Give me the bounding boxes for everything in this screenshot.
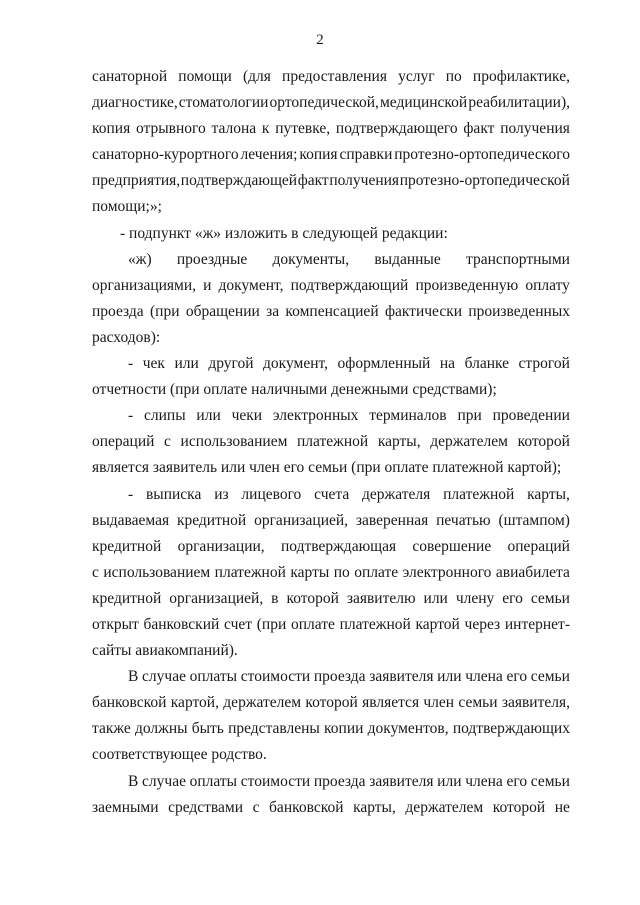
paragraph xyxy=(92,769,570,821)
text-line: отчетности (при оплате наличными денежными средствами); xyxy=(92,381,497,399)
text-line: «ж) проездные документы, выданные транспортными xyxy=(128,250,570,268)
text-line: проезда (при обращении за компенсацией фактически произведенных xyxy=(92,302,570,320)
text-line: соответствующее родство. xyxy=(92,746,267,764)
text-line: организациями, и документ, подтверждающий произведенную оплату xyxy=(92,276,570,294)
page-number: 2 xyxy=(316,32,324,48)
text-line: также должны быть представлены копии документов, подтверждающих xyxy=(92,720,570,738)
paragraph xyxy=(92,351,570,403)
paragraph xyxy=(92,221,570,247)
text-line: санаторно-курортного лечения; копия справки протезно-ортопедического xyxy=(92,146,570,164)
text-line: выдаваемая кредитной организацией, заверенная печатью (штампом) xyxy=(92,511,570,529)
paragraph xyxy=(92,403,570,481)
text-line: заемными средствами с банковской карты, держателем которой не xyxy=(92,798,570,816)
text-line: открыт банковский счет (при оплате платежной картой через интернет- xyxy=(92,615,570,633)
document-body xyxy=(92,64,570,821)
text-line: - выписка из лицевого счета держателя платежной карты, xyxy=(128,485,570,503)
text-line: В случае оплаты стоимости проезда заявителя или члена его семьи xyxy=(128,772,570,790)
text-line: - подпункт «ж» изложить в следующей редакции: xyxy=(120,224,448,242)
text-line: расходов): xyxy=(92,328,161,346)
text-line: диагностике, стоматологии ортопедической, медицинской реабилитации), xyxy=(92,94,570,112)
text-line: банковской картой, держателем которой является член семьи заявителя, xyxy=(92,694,570,712)
text-line: - чек или другой документ, оформленный на бланке строгой xyxy=(128,355,570,373)
text-line: сайты авиакомпаний). xyxy=(92,642,238,660)
paragraph xyxy=(92,247,570,351)
paragraph xyxy=(92,482,570,665)
text-line: кредитной организации, подтверждающая совершение операций xyxy=(92,537,570,555)
text-line: В случае оплаты стоимости проезда заявителя или члена его семьи xyxy=(128,668,570,686)
text-line: предприятия, подтверждающей факт получения протезно-ортопедической xyxy=(92,172,570,190)
paragraph xyxy=(92,664,570,768)
text-line: операций с использованием платежной карты, держателем которой xyxy=(92,433,570,451)
paragraph xyxy=(92,64,570,221)
text-line: является заявитель или член его семьи (при оплате платежной картой); xyxy=(92,459,562,477)
text-line: с использованием платежной карты по оплате электронного авиабилета xyxy=(92,563,570,581)
text-line: санаторной помощи (для предоставления услуг по профилактике, xyxy=(92,68,570,85)
text-line: помощи;»; xyxy=(92,198,162,216)
text-line: копия отрывного талона к путевке, подтверждающего факт получения xyxy=(92,120,570,138)
text-line: кредитной организацией, в которой заявителю или члену его семьи xyxy=(92,589,570,607)
text-line: - слипы или чеки электронных терминалов при проведении xyxy=(128,407,570,425)
